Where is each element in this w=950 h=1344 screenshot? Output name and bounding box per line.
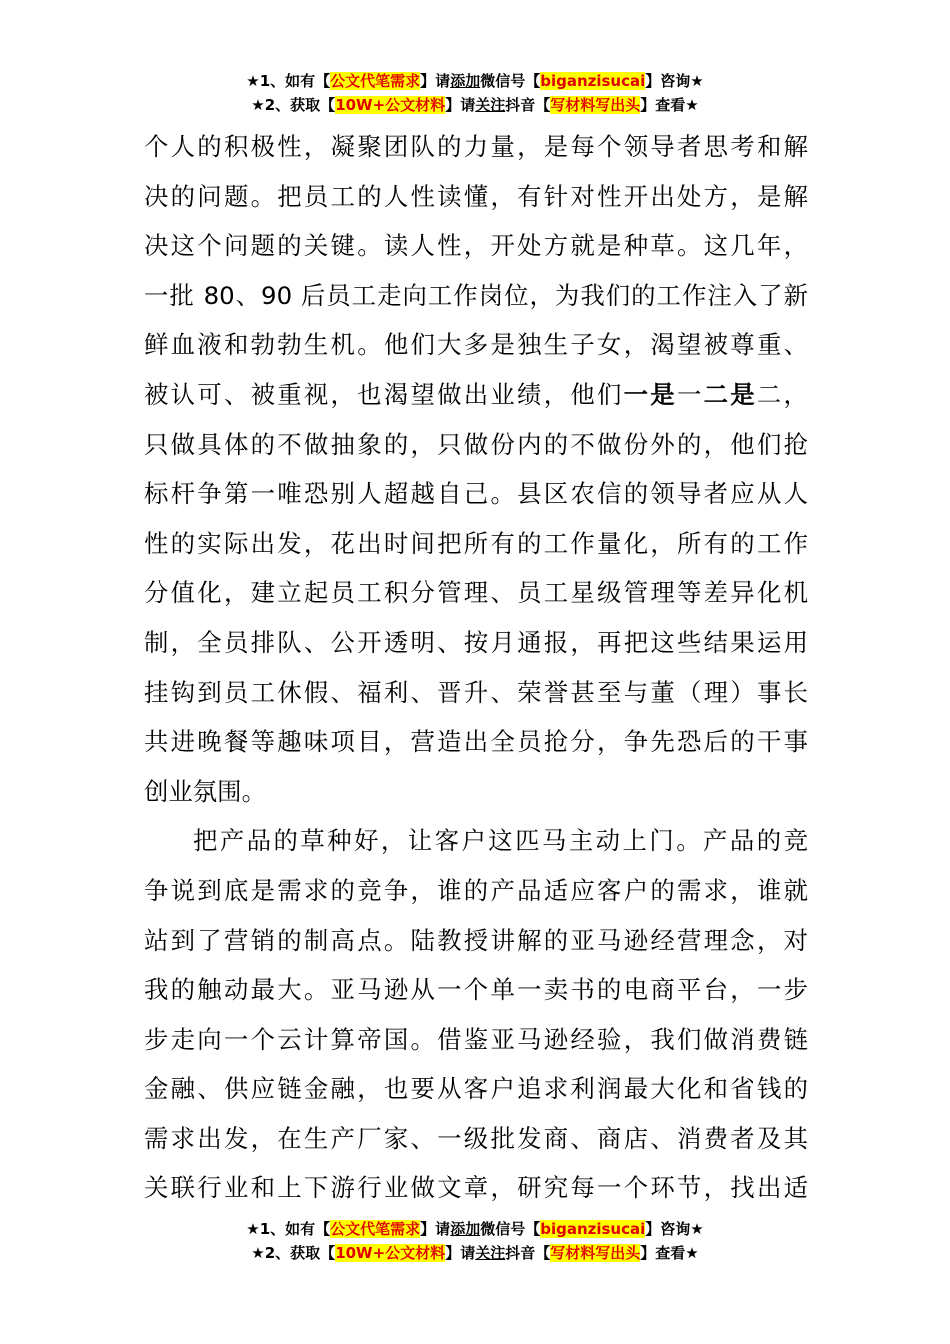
- header-promo-line-1: [0, 70, 950, 94]
- body-line: 关联行业和上下游行业做文章，研究每一个环节，找出适: [144, 1173, 808, 1203]
- body-text-span: 二，: [756, 379, 808, 409]
- body-line: 决的问题。把员工的人性读懂，有针对性开出处方，是解: [144, 181, 808, 211]
- body-line: 性的实际出发，花出时间把所有的工作量化，所有的工作: [144, 528, 808, 558]
- promo-text: ★1、如有【: [246, 72, 331, 90]
- promo-text: ★2、获取【: [251, 96, 336, 114]
- body-line: 步走向一个云计算帝国。借鉴亚马逊经验，我们做消费链: [144, 1024, 808, 1054]
- promo-highlight: biganzisucai: [540, 72, 646, 90]
- promo-text: 】查看★: [640, 96, 699, 114]
- footer-promo-line-1: [0, 1218, 950, 1242]
- promo-highlight: biganzisucai: [540, 1220, 646, 1238]
- body-line: 决这个问题的关键。读人性，开处方就是种草。这几年，: [144, 231, 808, 261]
- promo-underline: 关注: [475, 1244, 506, 1262]
- body-line: 我的触动最大。亚马逊从一个单一卖书的电商平台，一步: [144, 975, 808, 1005]
- body-line: 个人的积极性，凝聚团队的力量，是每个领导者思考和解: [144, 132, 808, 161]
- promo-highlight: 写材料写出头: [550, 96, 641, 114]
- promo-text: 】请: [420, 1220, 451, 1238]
- body-line: 站到了营销的制高点。陆教授讲解的亚马逊经营理念，对: [144, 925, 808, 955]
- promo-underline: 关注: [475, 96, 506, 114]
- header-promo: [0, 70, 950, 118]
- promo-text: ★1、如有【: [246, 1220, 331, 1238]
- promo-text: 微信号【: [480, 72, 541, 90]
- promo-text: 】请: [445, 96, 476, 114]
- body-line: 金融、供应链金融，也要从客户追求利润最大化和省钱的: [144, 1074, 808, 1104]
- body-bold-span: 二是: [703, 379, 757, 409]
- promo-text: 抖音【: [505, 1244, 551, 1262]
- promo-highlight: 10W+公文材料: [335, 96, 446, 114]
- header-promo-line-2: [0, 94, 950, 118]
- body-line: 需求出发，在生产厂家、一级批发商、商店、消费者及其: [144, 1123, 808, 1153]
- body-text-span: 一: [676, 379, 704, 409]
- body-line: 只做具体的不做抽象的，只做份内的不做份外的，他们抢: [144, 429, 808, 459]
- promo-underline: 添加: [450, 72, 481, 90]
- body-line: 制，全员排队、公开透明、按月通报，再把这些结果运用: [144, 627, 808, 657]
- body-line: 争说到底是需求的竞争，谁的产品适应客户的需求，谁就: [144, 875, 808, 905]
- body-line: 分值化，建立起员工积分管理、员工星级管理等差异化机: [144, 578, 808, 608]
- promo-underline: 添加: [450, 1220, 481, 1238]
- promo-text: 】查看★: [640, 1244, 699, 1262]
- body-line: 一批 80、90 后员工走向工作岗位，为我们的工作注入了新: [144, 280, 808, 310]
- body-line: 挂钩到员工休假、福利、晋升、荣誉甚至与董（理）事长: [144, 677, 808, 707]
- body-line: 标杆争第一唯恐别人超越自己。县区农信的领导者应从人: [144, 479, 808, 509]
- promo-highlight: 10W+公文材料: [335, 1244, 446, 1262]
- promo-highlight: 写材料写出头: [550, 1244, 641, 1262]
- body-line-bold-mix: [144, 370, 808, 420]
- promo-text: ★2、获取【: [251, 1244, 336, 1262]
- body-bold-span: 一是: [623, 379, 677, 409]
- promo-text: 】咨询★: [645, 72, 704, 90]
- footer-promo: [0, 1218, 950, 1266]
- promo-text: 】请: [420, 72, 451, 90]
- promo-text: 抖音【: [505, 96, 551, 114]
- document-body: [144, 122, 808, 1213]
- body-line-end: 创业氛围。: [144, 776, 266, 806]
- footer-promo-line-2: [0, 1242, 950, 1266]
- promo-text: 微信号【: [480, 1220, 541, 1238]
- body-text-span: 被认可、被重视，也渴望做出业绩，他们: [144, 379, 624, 409]
- body-line: 共进晚餐等趣味项目，营造出全员抢分，争先恐后的干事: [144, 727, 808, 757]
- paragraph-start-line: 把产品的草种好，让客户这匹马主动上门。产品的竞: [193, 826, 808, 856]
- body-line: 鲜血液和勃勃生机。他们大多是独生子女，渴望被尊重、: [144, 330, 808, 360]
- promo-highlight: 公文代笔需求: [330, 1220, 421, 1238]
- promo-text: 】请: [445, 1244, 476, 1262]
- promo-highlight: 公文代笔需求: [330, 72, 421, 90]
- promo-text: 】咨询★: [645, 1220, 704, 1238]
